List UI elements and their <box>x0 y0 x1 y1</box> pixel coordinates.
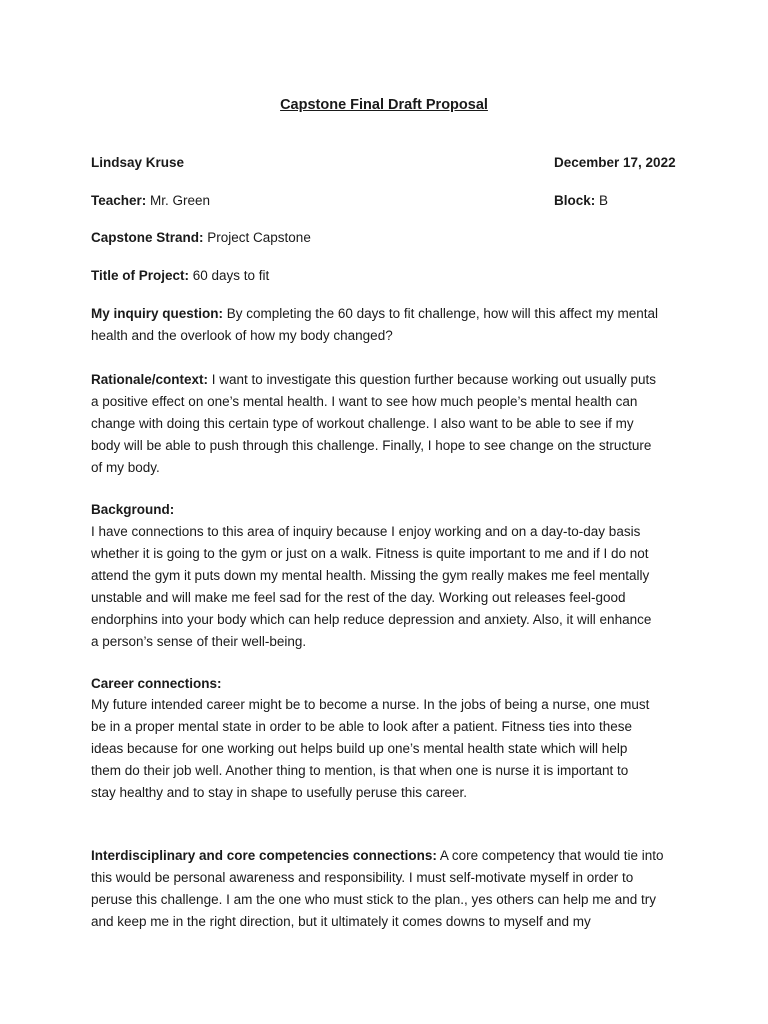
paragraph-line: My inquiry question: By completing the 60 days to fit challenge, how will this affect my mental <box>91 306 658 321</box>
background-heading: Background: <box>91 502 175 517</box>
paragraph-line: health and the overlook of how my body changed? <box>91 328 393 343</box>
paragraph-line: body will be able to push through this challenge. Finally, I hope to see change on the structure <box>91 438 652 453</box>
paragraph-line: attend the gym it puts down my mental health. Missing the gym really makes me feel mentally <box>91 568 650 583</box>
paragraph-line: I have connections to this area of inquiry because I enjoy working and on a day-to-day basis <box>91 524 641 539</box>
interdisciplinary-label: Interdisciplinary and core competencies connections: <box>91 848 437 863</box>
interdisciplinary-paragraph <box>91 845 681 933</box>
paragraph-line: whether it is going to the gym or just on a walk. Fitness is quite important to me and if I do not <box>91 546 649 561</box>
strand-value: Project Capstone <box>203 230 311 245</box>
inquiry-question-paragraph <box>91 303 681 347</box>
block-label: Block: <box>554 193 596 208</box>
teacher-value: Mr. Green <box>146 193 211 208</box>
strand-label: Capstone Strand: <box>91 230 204 245</box>
paragraph-line: a positive effect on one’s mental health. I want to see how much people’s mental health can <box>91 394 638 409</box>
block-line <box>554 191 608 211</box>
strand-line <box>91 228 311 248</box>
rationale-label: Rationale/context: <box>91 372 209 387</box>
inquiry-label: My inquiry question: <box>91 306 224 321</box>
paragraph-line: Interdisciplinary and core competencies connections: A core competency that would tie into <box>91 848 664 863</box>
document-date: December 17, 2022 <box>554 155 676 170</box>
document-title: Capstone Final Draft Proposal <box>280 97 488 113</box>
career-paragraph <box>91 694 681 804</box>
teacher-line <box>91 191 210 211</box>
paragraph-line: be in a proper mental state in order to be able to look after a patient. Fitness ties into these <box>91 719 633 734</box>
paragraph-line: Rationale/context: I want to investigate this question further because working out usually puts <box>91 372 657 387</box>
paragraph-line: a person’s sense of their well-being. <box>91 634 307 649</box>
background-paragraph <box>91 521 681 653</box>
career-heading: Career connections: <box>91 676 222 691</box>
block-value: B <box>595 193 609 208</box>
project-title-line <box>91 266 269 286</box>
rationale-paragraph <box>91 369 681 479</box>
teacher-label: Teacher: <box>91 193 147 208</box>
paragraph-line: stay healthy and to stay in shape to usefully peruse this career. <box>91 785 467 800</box>
paragraph-line: peruse this challenge. I am the one who must stick to the plan., yes others can help me and try <box>91 892 657 907</box>
paragraph-line: unstable and will make me feel sad for the rest of the day. Working out releases feel-good <box>91 590 626 605</box>
paragraph-line: of my body. <box>91 460 160 475</box>
paragraph-line: this would be personal awareness and responsibility. I must self-motivate myself in order to <box>91 870 634 885</box>
paragraph-line: and keep me in the right direction, but it ultimately it comes downs to myself and my <box>91 914 591 929</box>
project-title-value: 60 days to fit <box>189 268 270 283</box>
paragraph-line: change with doing this certain type of workout challenge. I also want to be able to see if my <box>91 416 634 431</box>
author-name: Lindsay Kruse <box>91 155 185 170</box>
paragraph-line: My future intended career might be to become a nurse. In the jobs of being a nurse, one must <box>91 697 650 712</box>
paragraph-line: endorphins into your body which can help reduce depression and anxiety. Also, it will enhance <box>91 612 652 627</box>
paragraph-line: ideas because for one working out helps build up one’s mental health state which will help <box>91 741 628 756</box>
project-title-label: Title of Project: <box>91 268 190 283</box>
paragraph-line: them do their job well. Another thing to mention, is that when one is nurse it is important to <box>91 763 629 778</box>
